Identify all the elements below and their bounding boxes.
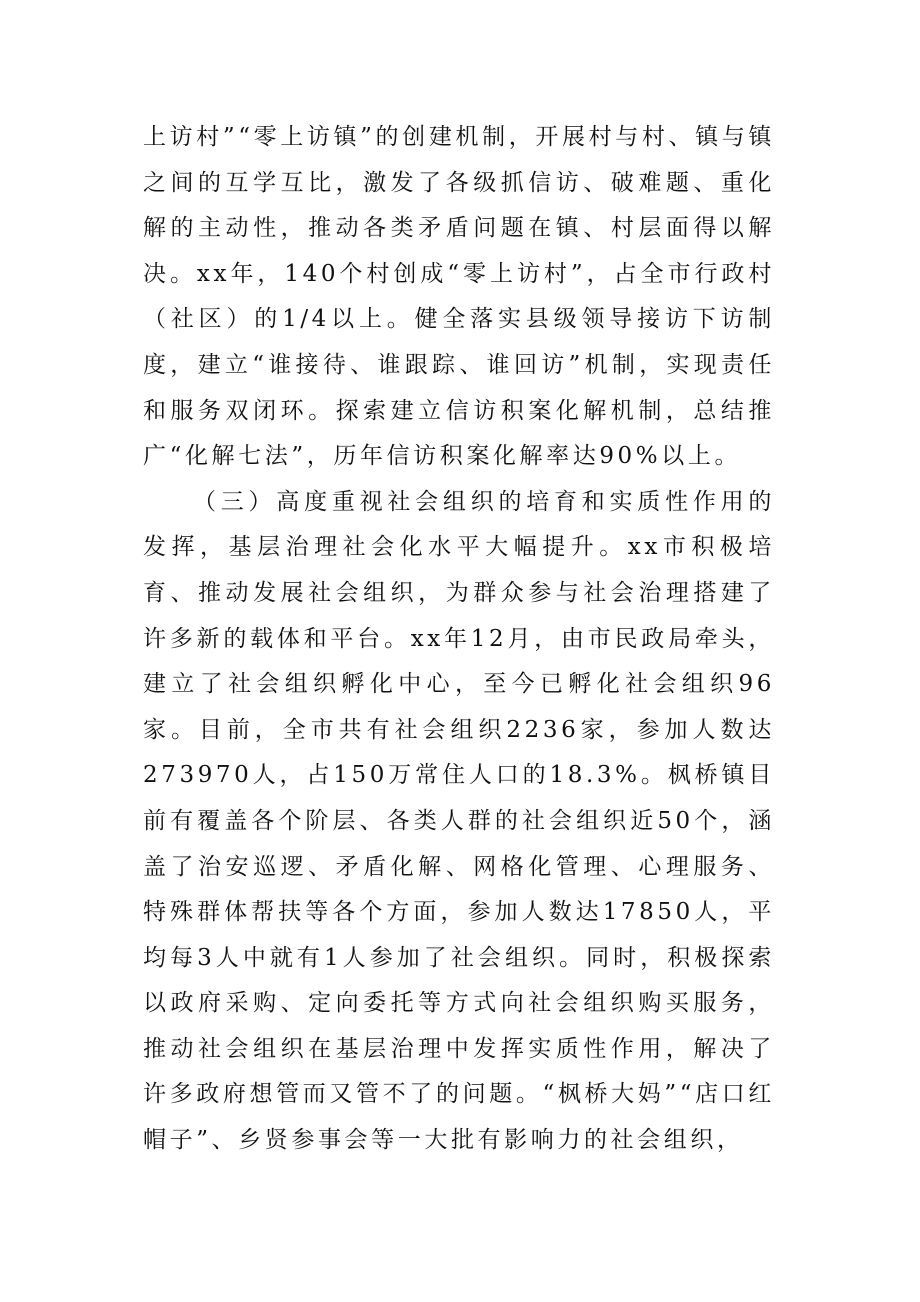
paragraph-continued: 上访村”“零上访镇”的创建机制，开展村与村、镇与镇之间的互学互比，激发了各级抓信访、破难题、重化解的主动性，推动各类矛盾问题在镇、村层面得以解决。xx年，140个村创成“零上访村”，占全市行政村（社区）的1/4以上。健全落实县级领导接访下访制度，建立“谁接待、谁跟踪、谁回访”机制，实现责任和服务双闭环。探索建立信访积案化解机制，总结推广“化解七法”，历年信访积案化解率达90%以上。 bbox=[143, 124, 775, 470]
paragraph-section-three: （三）高度重视社会组织的培育和实质性作用的发挥，基层治理社会化水平大幅提升。xx市积极培育、推动发展社会组织，为群众参与社会治理搭建了许多新的载体和平台。xx年12月，由市民政局牵头，建立了社会组织孵化中心，至今已孵化社会组织96家。目前，全市共有社会组织2236家，参加人数达273970人，占150万常住人口的18.3%。枫桥镇目前有覆盖各个阶层、各类人群的社会组织近50个，涵盖了治安巡逻、矛盾化解、网格化管理、心理服务、特殊群体帮扶等各个方面，参加人数达17850人，平均每3人中就有1人参加了社会组织。同时，积极探索以政府采购、定向委托等方式向社会组织购买服务，推动社会组织在基层治理中发挥实质性作用，解决了许多政府想管而又管不了的问题。“枫桥大妈”“店口红帽子”、乡贤参事会等一大批有影响力的社会组织， bbox=[143, 488, 775, 1154]
document-body bbox=[143, 115, 775, 1164]
